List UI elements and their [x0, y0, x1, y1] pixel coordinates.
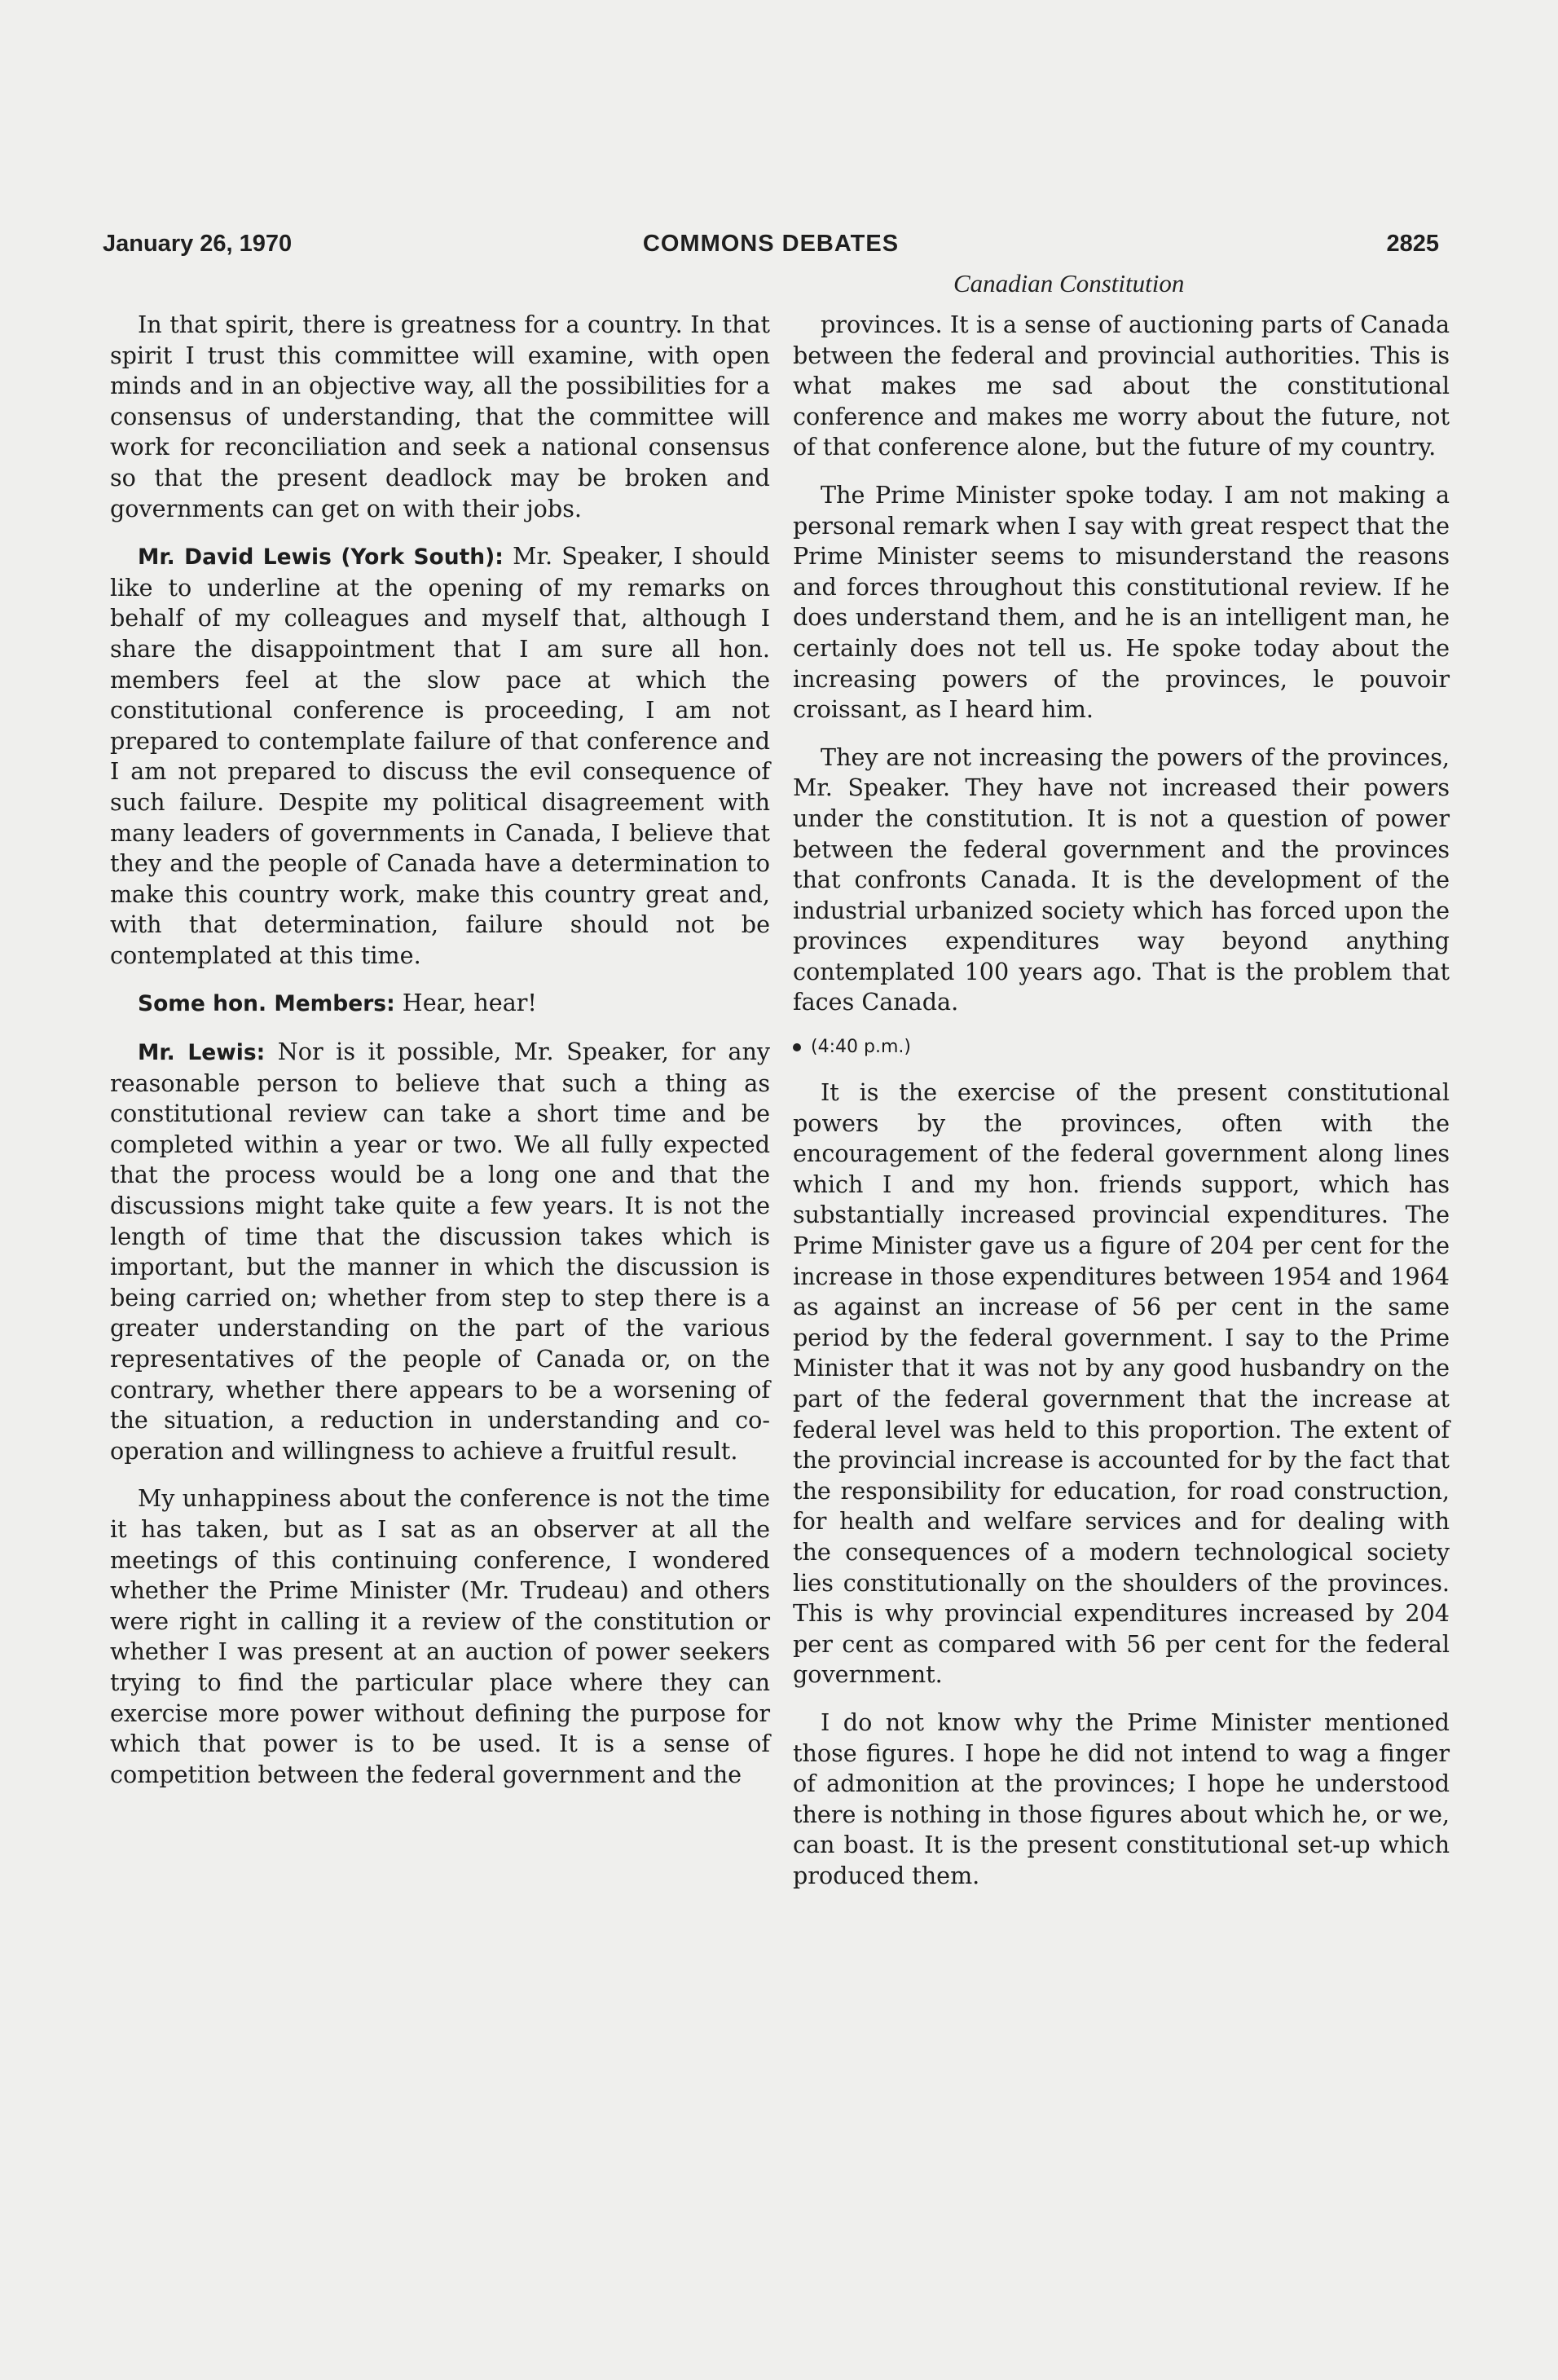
paragraph-text: It is the exercise of the present constitutional powers by the provinces, often with the encouragement of the federal government along lines which I and my hon. friends support, which has substantially increased provincial expenditures. The Prime Minister gave us a figure of 204 per cent for the increase in those expenditures between 1954 and 1964 as against an increase of 56 per cent in the same period by the federal government. I say to the Prime Minister that it was not by any good husbandry on the part of the federal government that the increase at federal level was held to this proportion. The extent of the provincial increase is accounted for by the fact that the responsibility for education, for road construction, for health and welfare services and for dealing with the consequences of a modern technological society lies constitutionally on the shoulders of the provinces. This is why provincial expenditures increased by 204 per cent as compared with 56 per cent for the federal government. — [793, 1078, 1450, 1689]
paragraph — [793, 1708, 1450, 1892]
left-column — [110, 310, 770, 1807]
paragraph-text: They are not increasing the powers of the provinces, Mr. Speaker. They have not increased their powers under the constitution. It is not a question of power between the federal government and the provinces that confronts Canada. It is the development of the industrial urbanized society which has forced upon the provinces expenditures way beyond anything contemplated 100 years ago. That is the problem that faces Canada. — [793, 743, 1450, 1016]
paragraph — [110, 1483, 770, 1790]
header-page-number: 2825 — [1386, 231, 1439, 257]
header-title: COMMONS DEBATES — [642, 231, 900, 257]
speaker-name: Mr. David Lewis (York South): — [138, 544, 504, 571]
paragraph-text: My unhappiness about the conference is not the time it has taken, but as I sat as an observer at all the meetings of this continuing conference, I wondered whether the Prime Minister (Mr. Trudeau) and others were right in calling it a review of the constitution or whether I was present at an auction of power seekers trying to find the particular place where they can exercise more power without defining the purpose for which that power is to be used. It is a sense of competition between the federal government and the — [110, 1484, 770, 1788]
page-header — [103, 231, 1439, 263]
paragraph-text: Hear, hear! — [402, 989, 537, 1017]
paragraph — [793, 480, 1450, 725]
paragraph-text: In that spirit, there is greatness for a country. In that spirit I trust this committee will examine, with open minds and in an objective way, all the possibilities for a consensus of understanding, that the committee will work for reconciliation and seek a national consensus so that the present deadlock may be broken and governments can get on with their jobs. — [110, 311, 770, 522]
bullet-icon — [793, 1043, 801, 1051]
speaker-name: Mr. Lewis: — [138, 1040, 266, 1066]
paragraph-text: Mr. Speaker, I should like to underline at the opening of my remarks on behalf of my colleagues and myself that, although I share the disappointment that I am sure all hon. members feel at the slow pace at which the constitutional conference is proceeding, I am not prepared to contemplate failure of that conference and I am not prepared to discuss the evil consequence of such failure. Despite my political disagreement with many leaders of governments in Canada, I believe that they and the people of Canada have a determination to make this country work, make this country great and, with that determination, failure should not be contemplated at this time. — [110, 542, 770, 969]
paragraph — [110, 1037, 770, 1466]
paragraph — [110, 310, 770, 524]
header-date: January 26, 1970 — [103, 231, 293, 257]
paragraph — [793, 310, 1450, 463]
time-marker — [793, 1035, 1450, 1060]
speaker-name: Some hon. Members: — [138, 991, 395, 1017]
paragraph-text: Nor is it possible, Mr. Speaker, for any reasonable person to believe that such a thing as constitutional review can take a short time and be completed within a year or two. We all fully expected that the process would be a long one and that the discussions might take quite a few years. It is not the length of time that the discussion takes which is important, but the manner in which the discussion is being carried on; whether from step to step there is a greater understanding on the part of the various representatives of the people of Canada or, on the contrary, whether there appears to be a worsening of the situation, a reduction in understanding and co-operation and willingness to achieve a fruitful result. — [110, 1038, 771, 1465]
paragraph-text: The Prime Minister spoke today. I am not making a personal remark when I say with great respect that the Prime Minister seems to misunderstand the reasons and forces throughout this constitutional review. If he does understand them, and he is an intelligent man, he certainly does not tell us. He spoke today about the increasing powers of the provinces, le pouvoir croissant, as I heard him. — [793, 480, 1450, 724]
paragraph-text: I do not know why the Prime Minister mentioned those figures. I hope he did not intend to wag a finger of admonition at the provinces; I hope he understood there is nothing in those figures about which he, or we, can boast. It is the present constitutional set-up which produced them. — [793, 1708, 1450, 1889]
paragraph — [110, 988, 770, 1020]
time-marker-text: (4:40 p.m.) — [811, 1037, 911, 1058]
paragraph-text: provinces. It is a sense of auctioning parts of Canada between the federal and provincial authorities. This is what makes me sad about the constitutional conference and makes me worry about the future, not of that conference alone, but the future of my country. — [793, 311, 1450, 461]
paragraph — [793, 743, 1450, 1018]
paragraph — [110, 541, 770, 971]
paragraph — [793, 1078, 1450, 1690]
right-column — [793, 310, 1450, 1909]
subject-heading: Canadian Constitution — [953, 269, 1185, 298]
